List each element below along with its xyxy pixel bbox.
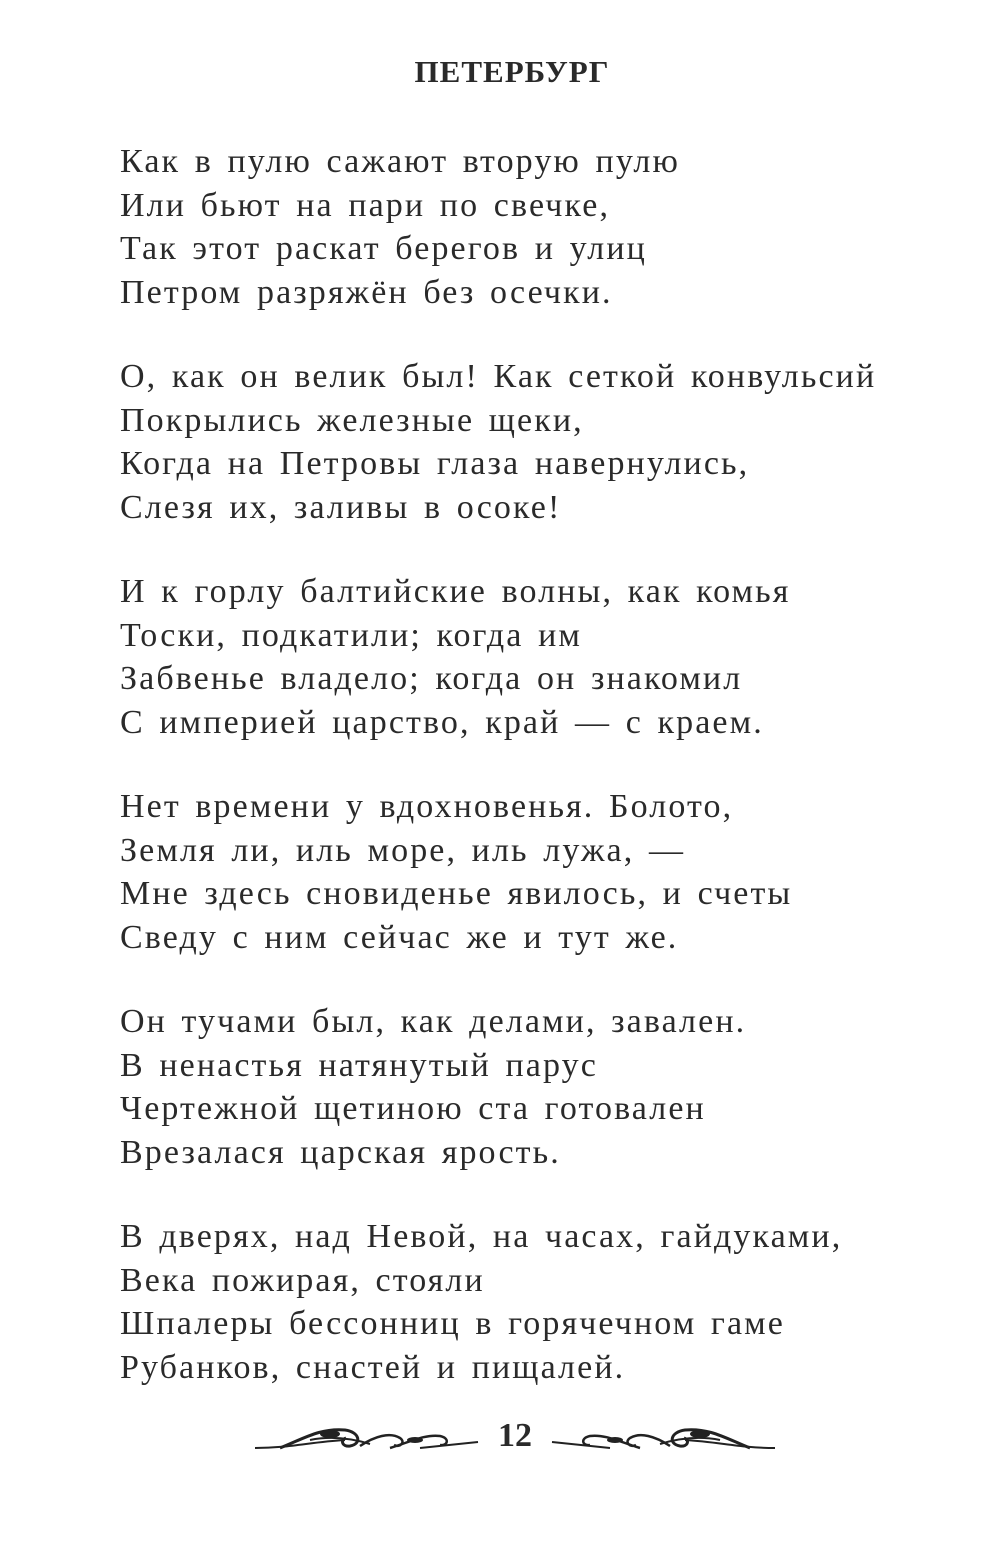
poem-line: Мне здесь сновиденье явилось, и счеты xyxy=(120,875,793,912)
poem-line: Шпалеры бессонниц в горячечном гаме xyxy=(120,1305,785,1342)
poem-line: Забвенье владело; когда он знакомил xyxy=(120,660,743,697)
flourish-ornament-icon xyxy=(550,1418,780,1458)
poem-line: Когда на Петровы глаза навернулись, xyxy=(120,445,750,482)
poem-line: Петром разряжён без осечки. xyxy=(120,273,613,311)
stanza-5 xyxy=(120,1000,980,1174)
stanza-6 xyxy=(120,1215,980,1389)
poem-line: Земля ли, иль море, иль лужа, — xyxy=(120,831,686,869)
poem-line: Сведу с ним сейчас же и тут же. xyxy=(120,918,679,956)
poem-line: Так этот раскат берегов и улиц xyxy=(120,230,647,267)
poem-line: Покрылись железные щеки, xyxy=(120,401,584,439)
stanza-4 xyxy=(120,785,980,959)
stanza-1 xyxy=(120,140,980,314)
page-footer xyxy=(250,1412,780,1462)
flourish-ornament-icon xyxy=(250,1418,480,1458)
page-title: ПЕТЕРБУРГ xyxy=(414,54,610,89)
poem-line: Как в пулю сажают вторую пулю xyxy=(120,143,680,180)
poem-line: Или бьют на пари по свечке, xyxy=(120,186,611,224)
poem-line: В дверях, над Невой, на часах, гайдуками, xyxy=(120,1218,843,1255)
poem-line: Рубанков, снастей и пищалей. xyxy=(120,1348,626,1386)
poem-line: Века пожирая, стояли xyxy=(120,1261,485,1299)
poem-line: Слезя их, заливы в осоке! xyxy=(120,488,562,526)
page-number: 12 xyxy=(498,1417,532,1454)
poem-line: И к горлу балтийские волны, как комья xyxy=(120,573,791,610)
poem-line: О, как он велик был! Как сеткой конвульсий xyxy=(120,358,877,395)
poem-line: Нет времени у вдохновенья. Болото, xyxy=(120,788,734,825)
poem-line: С империей царство, край — с краем. xyxy=(120,703,764,741)
poem-line: Тоски, подкатили; когда им xyxy=(120,616,582,654)
stanza-2 xyxy=(120,355,980,529)
stanza-3 xyxy=(120,570,980,744)
poem-body xyxy=(120,140,980,1430)
poem-line: Врезалася царская ярость. xyxy=(120,1133,561,1171)
poem-line: Он тучами был, как делами, завален. xyxy=(120,1003,747,1040)
poem-line: В ненастья натянутый парус xyxy=(120,1046,598,1084)
poem-line: Чертежной щетиною ста готовален xyxy=(120,1090,706,1127)
